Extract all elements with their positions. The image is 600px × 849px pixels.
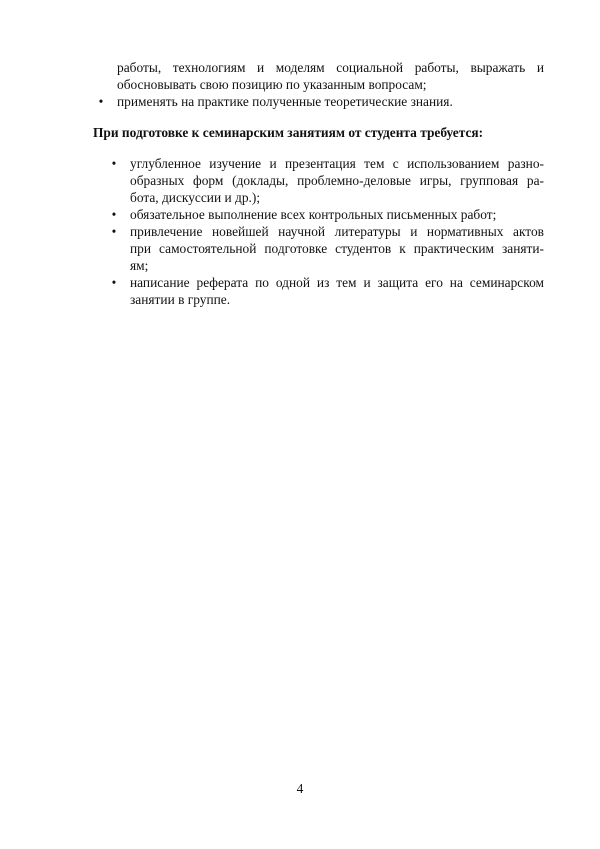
- list-item-line: бота, дискуссии и др.);: [130, 190, 261, 205]
- bullet-icon: •: [111, 224, 117, 239]
- list-item: [108, 206, 544, 223]
- list-item: [108, 155, 544, 206]
- list-item-line: привлечение новейшей научной литературы и нормативных актов: [130, 224, 544, 239]
- continued-line: работы, технологиям и моделям социальной работы, выражать и: [117, 60, 544, 75]
- list-item-line: образных форм (доклады, проблемно-деловые игры, групповая ра-: [130, 173, 544, 188]
- list-item: [108, 274, 544, 308]
- continued-line: обосновывать свою позицию по указанным вопросам;: [117, 77, 427, 92]
- list-item-text: применять на практике полученные теоретические знания.: [117, 94, 453, 109]
- list-item-line: при самостоятельной подготовке студентов к практическим заняти-: [130, 241, 544, 256]
- list-item: [93, 93, 544, 110]
- list-item-line: занятии в группе.: [130, 292, 231, 307]
- intro-block: [93, 59, 544, 110]
- bullet-icon: •: [98, 94, 104, 109]
- list-item-line: обязательное выполнение всех контрольных письменных работ;: [130, 207, 497, 222]
- list-item-line: написание реферата по одной из тем и защита его на семинарском: [130, 275, 544, 290]
- bullet-icon: •: [111, 207, 117, 222]
- list-item: [108, 223, 544, 274]
- bullet-icon: •: [111, 156, 117, 171]
- page-number: 4: [296, 781, 304, 796]
- list-item-line: углубленное изучение и презентация тем с использованием разно-: [130, 156, 544, 171]
- list-item-line: ям;: [130, 258, 149, 273]
- bullet-icon: •: [111, 275, 117, 290]
- continued-paragraph: [117, 59, 544, 93]
- section-heading: При подготовке к семинарским занятиям от студента требуется:: [93, 125, 484, 140]
- requirements-list: [108, 155, 544, 308]
